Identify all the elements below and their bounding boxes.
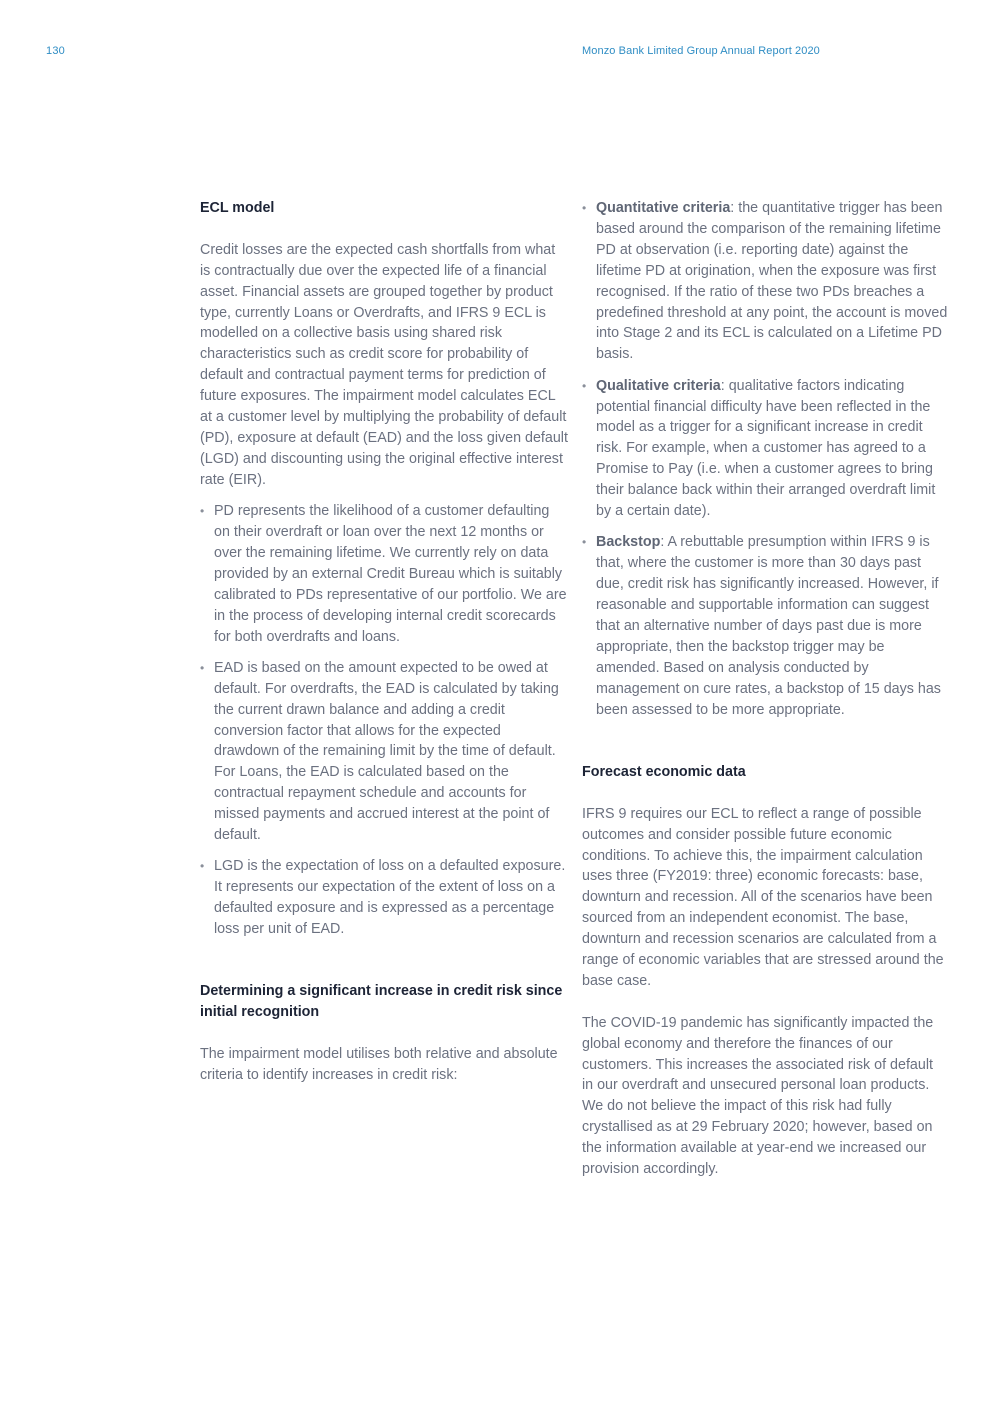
forecast-paragraph-1: IFRS 9 requires our ECL to reflect a range of possible outcomes and consider possible future economic conditions. To achieve this, the impairment calculation uses three (FY2019: three) economic forecasts: base, downturn and recession. All of the scenarios have been sourced from an independent economist. The base, downturn and recession scenarios are calculated from a range of economic variables that are stressed around the base case.	[582, 805, 944, 989]
list-item-lgd	[200, 856, 568, 940]
list-item-text: PD represents the likelihood of a customer defaulting on their overdraft or loan over the next 12 months or over the remaining lifetime. We currently rely on data provided by an external Credit Bureau which is suitably calibrated to PDs representative of our portfolio. We are in the process of developing internal credit scorecards for both overdrafts and loans.	[214, 503, 567, 645]
list-item-text: LGD is the expectation of loss on a defaulted exposure. It represents our expectation of the extent of loss on a defaulted exposure and is expressed as a percentage loss per unit of EAD.	[214, 858, 566, 938]
bullet-icon: •	[582, 535, 587, 550]
left-column	[200, 198, 568, 1086]
list-item-pd	[200, 501, 568, 647]
ecl-model-heading: ECL model	[200, 200, 275, 216]
bullet-icon: •	[582, 201, 587, 215]
bullet-icon: •	[200, 859, 205, 874]
forecast-paragraph-2: The COVID-19 pandemic has significantly impacted the global economy and therefore the finances of our customers. This increases the associated risk of default in our overdraft and unsecured personal loan products. We do not believe the impact of this risk had fully crystallised as at 29 February 2020; however, based on the information available at year-end we increased our provision accordingly.	[582, 1014, 934, 1178]
sicr-paragraph: The impairment model utilises both relative and absolute criteria to identify increases in credit risk:	[200, 1046, 558, 1083]
ecl-components-list	[200, 501, 568, 940]
list-item-quantitative	[582, 198, 948, 365]
list-item-ead	[200, 658, 568, 846]
list-item-text: EAD is based on the amount expected to be owed at default. For overdrafts, the EAD is calculated by taking the current drawn balance and adding a credit conversion factor that allows for the expected drawdown of the remaining limit by the time of default. For Loans, the EAD is calculated based on the contractual repayment schedule and accounts for missed payments and accrued interest at the point of default.	[214, 659, 559, 844]
bullet-icon: •	[200, 660, 205, 675]
criteria-text: : qualitative factors indicating potential financial difficulty have been reflected in the model as a trigger for a significant increase in credit risk. For example, when a customer has agreed to a Promise to Pay (i.e. when a customer agrees to bring their balance back within their arranged overdraft limit by a certain date).	[596, 377, 936, 520]
sicr-criteria-list	[582, 198, 948, 721]
criteria-term: Backstop	[596, 534, 661, 551]
right-column	[582, 198, 948, 1180]
criteria-text: : the quantitative trigger has been based around the comparison of the remaining lifetime PD at observation (i.e. reporting date) against the lifetime PD at origination, when the exposure was first recognised. If the ratio of these two PDs breaches a predefined threshold at any point, the account is moved into Stage 2 and its ECL is calculated on a Lifetime PD basis.	[596, 200, 948, 363]
ecl-model-paragraph: Credit losses are the expected cash shortfalls from what is contractually due over the expected life of a financial asset. Financial assets are grouped together by product type, currently Loans or Overdrafts, and IFRS 9 ECL is modelled on a collective basis using shared risk characteristics such as credit score for probability of default and contractual payment terms for prediction of future exposures. The impairment model calculates ECL at a customer level by multiplying the probability of default (PD), exposure at default (EAD) and the loss given default (LGD) and discounting using the original effective interest rate (EIR).	[200, 241, 568, 488]
bullet-icon: •	[200, 504, 205, 519]
report-title: Monzo Bank Limited Group Annual Report 2020	[582, 45, 820, 57]
list-item-qualitative	[582, 376, 948, 522]
forecast-heading: Forecast economic data	[582, 763, 746, 780]
sicr-heading: Determining a significant increase in credit risk since initial recognition	[200, 983, 563, 1021]
criteria-term: Qualitative criteria	[596, 377, 721, 394]
page-number: 130	[46, 45, 65, 57]
bullet-icon: •	[582, 378, 587, 393]
criteria-term: Quantitative criteria	[596, 200, 731, 216]
criteria-text: : A rebuttable presumption within IFRS 9 is that, where the customer is more than 30 days past due, credit risk has significantly increased. However, if reasonable and supportable information can suggest that an alternative number of days past due is more appropriate, then the backstop trigger may be amended. Based on analysis conducted by management on cure rates, a backstop of 15 days has been assessed to be more appropriate.	[596, 534, 941, 718]
list-item-backstop	[582, 532, 948, 720]
